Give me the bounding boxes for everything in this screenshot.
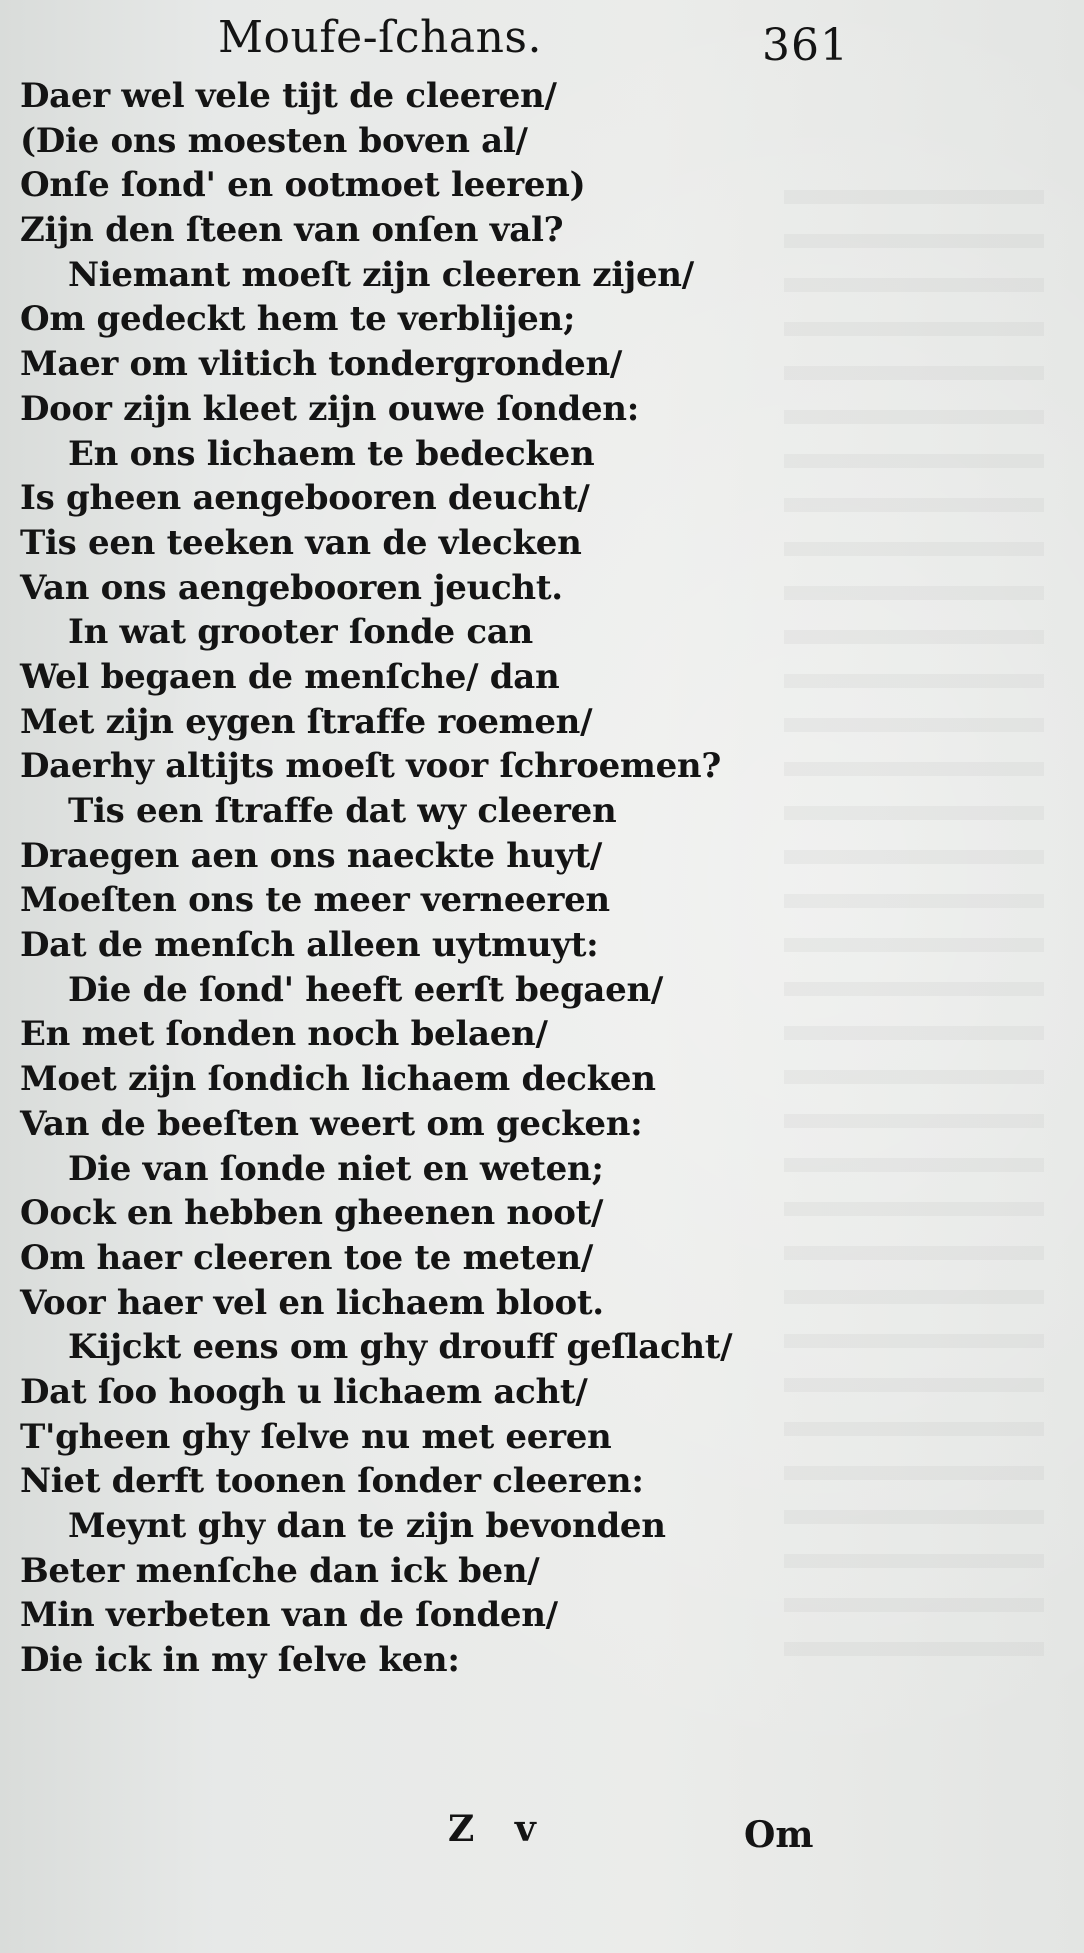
verse-line: Die van ſonde niet en weten; (68, 1148, 604, 1189)
verse-block (20, 74, 1060, 1683)
verse-line: Tis een ſtraffe dat wy cleeren (68, 791, 617, 831)
verse-line: En ons lichaem te bedecken (68, 433, 595, 474)
verse-line: Kijckt eens om ghy drouff geſlacht/ (68, 1327, 733, 1368)
verse-line: Voor haer vel en lichaem bloot. (20, 1282, 604, 1323)
verse-line: Door zijn kleet zijn ouwe ſonden: (20, 388, 639, 429)
verse-line: Om haer cleeren toe te meten/ (20, 1237, 593, 1278)
verse-line: Is gheen aengebooren deucht/ (20, 478, 590, 519)
verse-line: Die ick in my ſelve ken: (20, 1640, 460, 1681)
verse-line: Om gedeckt hem te verblijen; (20, 299, 576, 340)
signature-mark: Z v (448, 1808, 550, 1850)
verse-line: Niet derft toonen ſonder cleeren: (20, 1461, 644, 1502)
page-number: 361 (762, 20, 849, 71)
verse-line: Dat de menſch alleen uytmuyt: (20, 925, 599, 966)
verse-line: Met zijn eygen ſtraffe roemen/ (20, 701, 593, 742)
page-header (0, 8, 1084, 71)
verse-line: Moeſten ons te meer verneeren (20, 880, 610, 921)
running-head: Moufe-ſchans. (218, 12, 542, 63)
verse-line: Beter menſche dan ick ben/ (20, 1550, 540, 1591)
verse-line: Daer wel vele tijt de cleeren/ (20, 76, 557, 116)
verse-line: Dat ſoo hoogh u lichaem acht/ (20, 1371, 588, 1412)
verse-line: Wel begaen de menſche/ dan (20, 656, 560, 697)
verse-line: Moet zijn ſondich lichaem decken (20, 1059, 656, 1100)
verse-line: Draegen aen ons naeckte huyt/ (20, 835, 603, 876)
verse-line: Van ons aengebooren jeucht. (20, 567, 563, 608)
catchword: Om (744, 1814, 814, 1856)
verse-line: (Die ons moesten boven al/ (20, 120, 528, 161)
verse-line: Die de ſond' heeft eerſt begaen/ (68, 969, 664, 1010)
page-footer (0, 1808, 1084, 1868)
verse-line: Van de beeſten weert om gecken: (20, 1103, 643, 1144)
verse-line: En met ſonden noch belaen/ (20, 1014, 548, 1055)
verse-line: Zijn den ſteen van onſen val? (20, 210, 564, 251)
verse-line: Tis een teeken van de vlecken (20, 522, 582, 563)
verse-line: Meynt ghy dan te zijn bevonden (68, 1506, 666, 1546)
verse-line: In wat grooter ſonde can (68, 612, 533, 653)
verse-line: Oock en hebben gheenen noot/ (20, 1193, 604, 1234)
verse-line: Onſe ſond' en ootmoet leeren) (20, 165, 586, 206)
verse-line: Maer om vlitich tondergronden/ (20, 344, 623, 385)
verse-line: Min verbeten van de ſonden/ (20, 1595, 558, 1636)
verse-line: Niemant moeſt zijn cleeren zijen/ (68, 254, 694, 295)
verse-line: T'gheen ghy ſelve nu met eeren (20, 1416, 612, 1457)
verse-line: Daerhy altijts moeſt voor ſchroemen? (20, 746, 721, 787)
